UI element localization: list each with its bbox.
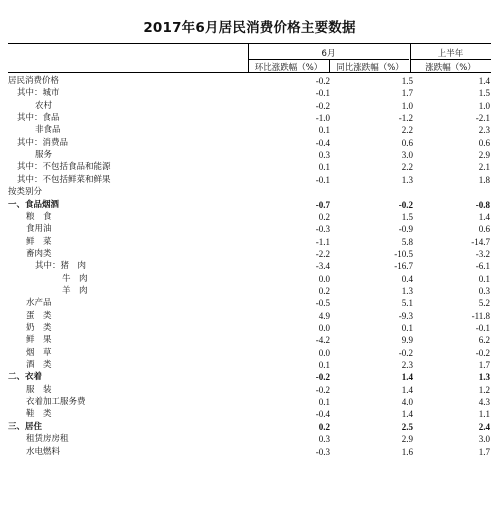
yoy-value: -1.2 xyxy=(398,113,413,124)
row-label: 粮 食 xyxy=(26,211,52,222)
mom-value: 0.2 xyxy=(318,285,330,296)
mom-value: -0.3 xyxy=(315,224,330,235)
mom-value: 0.3 xyxy=(318,150,330,161)
row-label: 服务 xyxy=(35,150,53,161)
header-col-half: 涨跌幅（%） xyxy=(425,63,476,73)
mom-value: -0.4 xyxy=(315,137,330,148)
half-year-value: -11.8 xyxy=(471,310,490,321)
row-label: 一、食品烟酒 xyxy=(8,199,60,210)
row-label: 水产品 xyxy=(26,298,52,309)
yoy-value: 0.4 xyxy=(401,273,413,284)
table-row xyxy=(8,273,491,285)
row-label: 其中：不包括食品和能源 xyxy=(17,162,111,173)
table-row xyxy=(8,359,491,371)
half-year-value: 0.6 xyxy=(478,137,490,148)
mom-value: -0.3 xyxy=(315,446,330,457)
mom-value: 0.1 xyxy=(318,125,330,136)
yoy-value: 5.8 xyxy=(401,236,413,247)
mom-value: -0.1 xyxy=(315,174,330,185)
table-row xyxy=(8,408,491,420)
yoy-value: 2.9 xyxy=(401,434,413,445)
yoy-value: -9.3 xyxy=(398,310,413,321)
table-row xyxy=(8,112,491,124)
yoy-value: 9.9 xyxy=(401,335,413,346)
table-row xyxy=(8,248,491,260)
table-row xyxy=(8,322,491,334)
half-year-value: 3.0 xyxy=(478,434,490,445)
mom-value: -0.7 xyxy=(315,199,330,210)
half-year-value: -0.1 xyxy=(475,323,490,333)
table-row xyxy=(8,371,491,383)
row-label: 其中：消费品 xyxy=(17,137,69,148)
yoy-value: -0.2 xyxy=(398,199,413,210)
half-year-value: 0.6 xyxy=(478,224,490,235)
table-row xyxy=(8,161,491,173)
mom-value: 0.0 xyxy=(318,323,330,333)
table-row xyxy=(8,310,491,322)
row-label: 蛋 类 xyxy=(26,310,52,321)
half-year-value: 1.8 xyxy=(478,174,490,185)
table-row xyxy=(8,137,491,149)
yoy-value: -0.2 xyxy=(398,347,413,358)
mom-value: 0.2 xyxy=(318,211,330,222)
yoy-value: 2.2 xyxy=(401,162,413,173)
table-row xyxy=(8,297,491,309)
yoy-value: 5.1 xyxy=(401,298,413,309)
yoy-value: -16.7 xyxy=(394,261,413,272)
mom-value: 0.3 xyxy=(318,434,330,445)
table-row xyxy=(8,100,491,112)
row-label: 衣着加工服务费 xyxy=(26,397,86,408)
half-year-value: -2.1 xyxy=(475,113,490,124)
mom-value: -3.4 xyxy=(315,261,330,272)
half-year-value: 6.2 xyxy=(478,335,490,346)
half-year-value: 2.4 xyxy=(478,421,490,432)
mom-value: 0.1 xyxy=(318,360,330,371)
half-year-group-rule xyxy=(410,59,491,60)
yoy-value: -0.9 xyxy=(398,224,413,235)
yoy-value: 2.5 xyxy=(401,421,413,432)
mom-value: -0.1 xyxy=(315,88,330,99)
row-label: 其中：食品 xyxy=(17,113,60,124)
table-row xyxy=(8,186,491,198)
half-year-value: 0.1 xyxy=(478,273,490,284)
yoy-value: 2.3 xyxy=(401,360,413,371)
yoy-value: 4.0 xyxy=(401,397,413,408)
table-row xyxy=(8,421,491,433)
yoy-value: 1.5 xyxy=(401,76,413,86)
half-year-value: 4.3 xyxy=(478,397,490,408)
yoy-value: 1.5 xyxy=(401,211,413,222)
table-row xyxy=(8,124,491,136)
yoy-value: 1.3 xyxy=(401,285,413,296)
yoy-value: 2.2 xyxy=(401,125,413,136)
row-label: 其中：猪 肉 xyxy=(35,261,87,272)
yoy-value: -10.5 xyxy=(394,248,413,259)
half-year-value: -0.8 xyxy=(475,199,490,210)
row-label: 烟 草 xyxy=(26,347,52,358)
row-label: 牛 肉 xyxy=(62,273,88,284)
table-row xyxy=(8,433,491,445)
half-year-value: 1.3 xyxy=(478,372,490,383)
mom-value: -0.2 xyxy=(315,384,330,395)
half-year-value: 0.3 xyxy=(478,285,490,296)
half-year-value: 1.4 xyxy=(478,76,490,86)
row-label: 服 装 xyxy=(26,384,52,395)
half-year-value: -3.2 xyxy=(475,248,490,259)
half-year-value: 1.7 xyxy=(478,446,490,457)
mom-value: -1.1 xyxy=(315,236,330,247)
half-year-value: 1.5 xyxy=(478,88,490,99)
half-year-value: 1.7 xyxy=(478,360,490,371)
half-year-value: -14.7 xyxy=(471,236,490,247)
row-label: 租赁房房租 xyxy=(26,434,69,445)
mom-value: -4.2 xyxy=(315,335,330,346)
yoy-value: 1.0 xyxy=(401,100,413,111)
half-year-value: 1.0 xyxy=(478,100,490,111)
header-group-month: 6月 xyxy=(321,49,336,59)
row-label: 羊 肉 xyxy=(62,285,88,296)
yoy-value: 3.0 xyxy=(401,150,413,161)
half-year-value: 2.3 xyxy=(478,125,490,136)
row-label: 农村 xyxy=(35,100,53,111)
row-label: 其中：不包括鲜菜和鲜果 xyxy=(17,174,111,185)
yoy-value: 1.4 xyxy=(401,372,413,383)
yoy-value: 0.1 xyxy=(401,323,413,333)
table-row xyxy=(8,236,491,248)
row-label: 酒 类 xyxy=(26,360,52,371)
yoy-value: 1.4 xyxy=(401,409,413,420)
table-row xyxy=(8,211,491,223)
yoy-value: 1.7 xyxy=(401,88,413,99)
table-row xyxy=(8,149,491,161)
row-label: 居民消费价格 xyxy=(8,76,60,86)
row-label: 二、衣着 xyxy=(8,372,43,383)
header-col-mom: 环比涨跌幅（%） xyxy=(254,63,323,73)
table-row xyxy=(8,260,491,272)
yoy-value: 1.4 xyxy=(401,384,413,395)
half-year-value: 1.4 xyxy=(478,211,490,222)
row-label: 鲜 菜 xyxy=(26,236,52,247)
header-col-yoy: 同比涨跌幅（%） xyxy=(336,63,404,73)
half-year-value: 2.1 xyxy=(478,162,490,173)
yoy-value: 0.6 xyxy=(401,137,413,148)
table-row xyxy=(8,396,491,408)
mom-value: 4.9 xyxy=(318,310,330,321)
table-row xyxy=(8,285,491,297)
yoy-value: 1.3 xyxy=(401,174,413,185)
mom-value: 0.2 xyxy=(318,421,330,432)
row-label: 其中：城市 xyxy=(17,88,60,99)
row-label: 按类别分 xyxy=(8,187,43,198)
table-row xyxy=(8,223,491,235)
mom-value: -0.2 xyxy=(315,76,330,86)
mom-value: 0.1 xyxy=(318,162,330,173)
row-label: 畜肉类 xyxy=(26,248,52,259)
mom-value: 0.1 xyxy=(318,397,330,408)
half-year-value: 1.1 xyxy=(478,409,490,420)
table-row xyxy=(8,174,491,186)
table-row xyxy=(8,347,491,359)
row-label: 鲜 果 xyxy=(26,335,52,346)
table-row xyxy=(8,384,491,396)
mom-value: -0.2 xyxy=(315,372,330,383)
mom-value: -1.0 xyxy=(315,113,330,124)
mom-value: 0.0 xyxy=(318,273,330,284)
row-label: 奶 类 xyxy=(26,323,52,333)
row-label: 三、居住 xyxy=(8,421,43,432)
half-year-value: 2.9 xyxy=(478,150,490,161)
half-year-value: 1.2 xyxy=(478,384,490,395)
row-label: 非食品 xyxy=(35,125,61,136)
half-year-value: -6.1 xyxy=(475,261,490,272)
page-title: 2017年6月居民消费价格主要数据 xyxy=(143,20,356,36)
table-row xyxy=(8,334,491,346)
mom-value: -0.4 xyxy=(315,409,330,420)
mom-value: -0.5 xyxy=(315,298,330,309)
row-label: 水电燃料 xyxy=(26,446,61,457)
mom-value: -0.2 xyxy=(315,100,330,111)
half-year-value: 5.2 xyxy=(478,298,490,309)
row-label: 食用油 xyxy=(26,224,52,235)
table-row xyxy=(8,446,491,458)
mom-value: 0.0 xyxy=(318,347,330,358)
table-row xyxy=(8,199,491,211)
table-top-rule xyxy=(8,43,491,44)
row-label: 鞋 类 xyxy=(26,409,52,420)
table-row xyxy=(8,87,491,99)
header-group-half-year: 上半年 xyxy=(437,49,464,59)
yoy-value: 1.6 xyxy=(401,446,413,457)
table-row xyxy=(8,75,491,87)
mom-value: -2.2 xyxy=(315,248,330,259)
half-year-value: -0.2 xyxy=(475,347,490,358)
